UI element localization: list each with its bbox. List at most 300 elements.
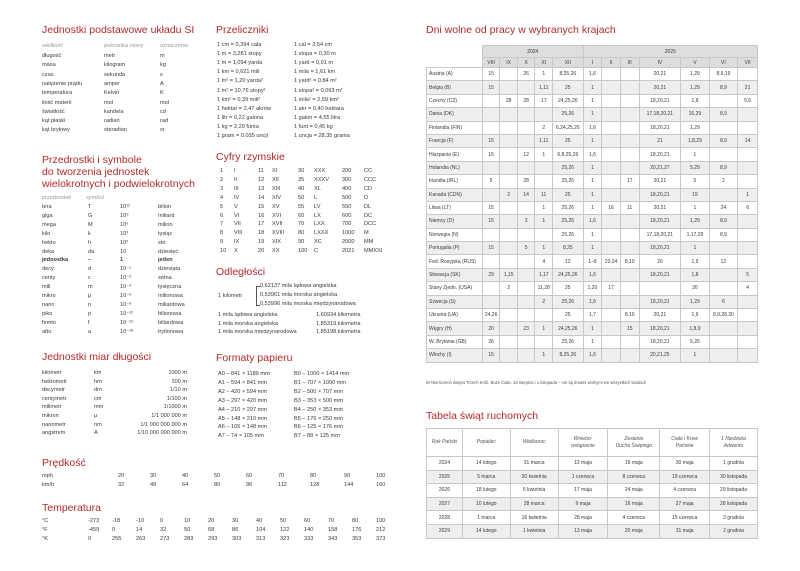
holidays-cell: 23,24 [602,255,621,268]
roman-table-cell: 500 [342,194,352,201]
roman-table-cell: 60 [298,212,305,219]
holidays-cell [517,228,535,241]
speed-table-cell: 144 [344,482,354,488]
holidays-cell: 26 [681,282,710,295]
temp-table-cell: 0 [112,527,116,534]
holidays-cell [602,108,621,121]
holidays-cell: 15 [482,148,500,161]
holidays-cell [602,175,621,188]
prefix-table-cell: nano [42,301,55,308]
distances-km-label: 1 kilometr [218,293,243,299]
holidays-cell [738,215,758,228]
holidays-cell [602,335,621,348]
holidays-cell [602,188,621,201]
prefix-table-cell: miliard [158,212,175,219]
holidays-cell [620,215,639,228]
movable-cell: 18 lutego [462,484,510,498]
prefix-table-cell: tysięczna [158,284,182,291]
roman-table-cell: 35 [298,176,305,183]
movable-row [427,511,758,525]
movable-header: Zesłanie Ducha Świętego [608,429,660,457]
movable-cell: 4 czerwca [608,511,660,525]
distances-table-cell: 1,85198 kilometra [316,329,361,336]
holidays-cell: 8,9 [709,228,738,241]
holidays-cell [602,161,621,174]
conv-right-item: 1 funt = 0,45 kg [294,123,333,130]
holidays-cell: 4 [738,282,758,295]
holidays-cell [738,255,758,268]
holidays-row [427,201,758,214]
holidays-cell: 15 [482,349,500,362]
speed-table-cell: 60 [246,473,253,479]
holidays-cell: 1,17 [535,268,553,281]
conv-right-item: 1 cal = 2,54 cm [294,42,333,48]
paper-b-item: B4 – 250 × 353 mm [294,406,343,413]
movable-cell: 16 kwietnia [510,511,558,525]
holidays-cell: 1,6 [583,121,602,134]
holidays-cell: 1 [583,322,602,335]
holidays-cell: 25,26 [552,175,583,188]
holidays-cell: 15 [482,81,500,94]
length-table-cell: cm [94,395,102,402]
holidays-row [427,108,758,121]
conv-left-item: 1 hektar = 2,47 akrów [217,105,271,112]
holidays-month-header: X [517,58,535,68]
movable-cell: 2 grudnia [710,524,758,538]
holidays-cell: 20,21 [639,68,681,81]
prefix-table-cell: bilion [158,204,172,210]
holidays-year-2024: 2024 [482,46,583,58]
roman-table-cell: I [234,168,236,174]
holidays-cell [738,148,758,161]
conv-right-item: 1 stopa = 0,30 m [294,51,336,58]
movable-title: Tabela świąt ruchomych [426,410,539,422]
speed-table-cell: 50 [214,473,221,479]
conv-right-item: 1 yard = 0,91 m [294,60,334,67]
distances-table-cell: 1 mila lądowa angielska [218,312,278,318]
holidays-cell: 14 [738,134,758,147]
holidays-cell: 1 [535,215,553,228]
holidays-cell: 18,20,21 [639,148,681,161]
holidays-cell: 1,6 [583,148,602,161]
movable-row [427,470,758,484]
holidays-cell: 18,20,21 [639,335,681,348]
movable-cell: 9 maja [558,497,608,511]
holidays-cell [602,242,621,255]
roman-table-cell: MMXXI [364,248,383,255]
prefix-table-cell: m [88,284,93,291]
holidays-cell [620,242,639,255]
prefix-table-cell: T [88,204,92,210]
roman-table-cell: 1 [220,168,224,174]
holidays-row [427,161,758,174]
temp-table-cell: 0 [88,536,92,543]
si-table-cell: m [160,53,165,59]
prefix-table-cell: biliardowa [158,319,184,326]
roman-table-cell: II [234,176,238,183]
holidays-cell: 1,8 [681,268,710,281]
roman-table-cell: 13 [258,185,265,192]
holidays-cell: 29 [482,268,500,281]
holidays-country: Francja (F) [427,134,483,147]
holidays-cell: 8,10 [620,309,639,322]
holidays-cell: 3 [517,215,535,228]
si-table-cell: A [160,80,164,87]
roman-table-cell: DC [364,212,373,219]
paper-a-item: A1 – 594 × 841 mm [218,379,267,386]
holidays-cell: 18,20,21 [639,215,681,228]
holidays-row [427,68,758,81]
holidays-month-header: XI [535,58,553,68]
holidays-cell [482,94,500,107]
roman-table-cell: 4 [220,194,224,201]
holidays-cell: 25 [552,188,583,201]
holidays-cell [500,81,518,94]
holidays-cell [500,242,518,255]
movable-row [427,457,758,471]
holidays-cell [517,255,535,268]
length-table-cell: hm [94,378,102,385]
distances-km-items-item: 0,53996 mila morska międzynarodowa [260,301,356,307]
roman-table-cell: 20 [258,248,265,255]
holidays-cell: 21 [639,134,681,147]
holidays-cell [709,94,738,107]
holidays-cell [535,335,553,348]
speed-table-cell: 64 [182,482,189,488]
roman-table-cell: 12 [258,176,265,183]
speed-table-cell: 96 [246,482,253,488]
movable-cell: 19 czerwca [660,470,710,484]
holidays-cell: 21 [738,81,758,94]
holidays-cell: 5 [738,268,758,281]
holidays-cell [602,215,621,228]
roman-table-cell: 9 [220,239,224,246]
movable-cell: 2028 [427,511,463,525]
roman-table-cell: 40 [298,185,305,192]
roman-table-cell: XII [272,176,279,183]
temp-table-cell: 80 [352,518,359,524]
holidays-cell: 24,25,26 [552,94,583,107]
holidays-cell: 1 [583,201,602,214]
holidays-row [427,242,758,255]
roman-table-cell: XL [314,185,321,192]
prefix-table-cell: 10³ [120,230,129,237]
roman-table-cell: 90 [298,239,305,246]
holidays-cell: 26 [517,68,535,81]
speed-table-cell: km/h [42,482,55,488]
roman-table-cell: LXXX [314,230,329,237]
holidays-cell: 11 [620,201,639,214]
holidays-country: Fed. Rosyjska (RUS) [427,255,483,268]
holidays-cell: 1,17,29 [681,228,710,241]
holidays-country: Belgia (B) [427,81,483,94]
speed-table-cell: 32 [118,482,125,488]
movable-cell: 16 maja [608,497,660,511]
holidays-cell [602,134,621,147]
temp-table-cell: 263 [136,536,146,543]
roman-table-cell: 400 [342,185,352,192]
si-table-cell: sr [160,127,165,134]
prefix-table-cell: decy [42,266,54,273]
holidays-cell [620,94,639,107]
holidays-cell: 1,8,9 [681,322,710,335]
holidays-country: Dania (DK) [427,108,483,121]
holidays-cell: 1,29 [681,295,710,308]
holidays-country: Szwecja (S) [427,295,483,308]
holidays-cell [738,295,758,308]
holidays-title: Dni wolne od pracy w wybranych krajach [426,24,616,36]
holidays-cell [709,188,738,201]
temp-table-cell: 176 [352,527,362,534]
holidays-cell [639,282,681,295]
roman-table-cell: 7 [220,221,224,228]
movable-cell: 2029 [427,524,463,538]
si-table-cell: amper [104,80,120,87]
roman-table-cell: D [364,194,369,201]
holidays-cell: 25,26 [552,295,583,308]
prefix-table-cell: milionowa [158,293,183,299]
holidays-cell [500,148,518,161]
holidays-cell: 1 [535,242,553,255]
movable-cell: 4 czerwca [660,484,710,498]
holidays-cell [602,268,621,281]
temp-table-cell: 68 [208,527,215,534]
movable-cell: 1 grudnia [710,457,758,471]
length-table-cell: 1/10 000 000 000 m [137,430,187,437]
prefix-table-cell: M [88,221,93,228]
holidays-country: Niemcy (D) [427,215,483,228]
movable-header: Wniebo- wstąpienie [558,429,608,457]
holidays-country: Norwegia (N) [427,228,483,241]
holidays-cell: 6,24,25,26 [552,121,583,134]
holidays-cell [517,349,535,362]
holidays-cell [738,322,758,335]
prefix-table-cell: a [88,328,92,335]
movable-header: Ciało i Krew Pańskie [660,429,710,457]
holidays-cell [620,295,639,308]
length-table-cell: 1/10 m [169,387,187,394]
holidays-row [427,268,758,281]
roman-table-cell: LX [314,212,321,219]
roman-table-cell: 600 [342,212,352,219]
holidays-cell: 8,25,26 [552,349,583,362]
roman-table-cell: V [234,203,238,210]
length-table-cell: centymetr [42,395,67,402]
holidays-row [427,282,758,295]
paper-a-item: A5 – 148 × 210 mm [218,415,267,422]
prefix-table-cell: giga [42,212,53,219]
holidays-month-header: II [602,58,621,68]
temp-table-cell: 60 [304,518,311,524]
holidays-cell: 1,29 [681,215,710,228]
movable-cell: 28 listopada [710,497,758,511]
holidays-row [427,228,758,241]
holidays-row [427,148,758,161]
temp-table-cell: 333 [304,536,314,543]
roman-table-cell: 18 [258,230,265,237]
holidays-cell: 24,25,26 [552,268,583,281]
movable-cell: 28 maja [558,511,608,525]
movable-cell: 28 marca [510,497,558,511]
holidays-cell: 8,9 [709,161,738,174]
movable-cell: 3 grudnia [710,511,758,525]
roman-table-cell: 16 [258,212,265,219]
holidays-country: W. Brytania (GB) [427,335,483,348]
holidays-row [427,335,758,348]
holidays-cell [500,322,518,335]
holidays-cell: 1 [535,349,553,362]
roman-table-cell: 15 [258,203,265,210]
movable-cell: 24 maja [608,484,660,498]
roman-table-cell: III [234,185,239,192]
length-table-cell: μ [94,413,98,419]
conv-title: Przeliczniki [216,24,269,36]
prefix-table-cell: milion [158,221,173,228]
holidays-cell: 17 [602,282,621,295]
holidays-cell: 1 [681,148,710,161]
holidays-cell [482,295,500,308]
holidays-cell [738,161,758,174]
roman-table-cell: 14 [258,194,265,201]
movable-cell: 2026 [427,484,463,498]
holidays-cell [738,309,758,322]
prefix-table-cell: dziesiąta [158,266,181,273]
si-table-cell: czas [42,71,54,78]
holidays-cell: 1 [681,201,710,214]
length-table-cell: 1000 m [168,370,187,376]
temp-table-cell: 50 [280,518,287,524]
prefix-table-cell: jednostka [42,257,69,264]
holidays-row [427,255,758,268]
prefix-table-cell: 10⁻¹² [120,310,133,317]
holidays-cell: 18,20,21 [639,188,681,201]
holidays-cell: 24,25,26 [552,322,583,335]
holidays-month-header: IV [639,58,681,68]
holidays-year-2025: 2025 [583,46,757,58]
holidays-corner [427,46,483,68]
holidays-row [427,309,758,322]
temp-table-cell: -459 [88,527,100,534]
holidays-cell [620,161,639,174]
holidays-cell: 5,26 [681,335,710,348]
speed-table-cell: 100 [376,473,386,479]
holidays-cell [709,242,738,255]
speed-title: Prędkość [42,457,86,469]
holidays-country: Ukraina (UA) [427,309,483,322]
holidays-cell: 12 [552,255,583,268]
prefix-table-cell: femto [42,319,56,326]
speed-table-cell: 160 [376,482,386,488]
si-table-cell: sekunda [104,71,126,78]
holidays-cell [620,228,639,241]
temp-table-cell: 122 [280,527,290,534]
si-table-cell: kg [160,62,166,69]
holidays-cell: 28 [500,94,518,107]
holidays-cell [709,349,738,362]
speed-table-cell: 128 [310,482,320,488]
holidays-cell [602,322,621,335]
holidays-cell: 1,11 [535,81,553,94]
holidays-month-header: I [583,58,602,68]
holidays-cell [738,242,758,255]
holidays-cell: 16 [602,201,621,214]
temp-table-cell: -10 [136,518,145,524]
holidays-cell: 2 [535,295,553,308]
holidays-country: Węgry (H) [427,322,483,335]
holidays-cell: 1–8 [583,255,602,268]
holidays-country: Austria (A) [427,68,483,81]
roman-table-cell: 19 [258,239,265,246]
holidays-cell: 18,20,21 [639,94,681,107]
holidays-cell [517,335,535,348]
movable-table [426,428,758,539]
roman-table-cell: 8 [220,230,224,237]
roman-table-cell: 550 [342,203,352,210]
holidays-country: Litwa (LT) [427,201,483,214]
temp-table-cell: 104 [256,527,266,534]
holidays-row [427,121,758,134]
holidays-cell [620,349,639,362]
holidays-cell [620,148,639,161]
roman-table-cell: XIV [272,194,282,201]
holidays-cell: 1,8 [681,94,710,107]
roman-table-cell: LV [314,203,321,210]
length-table-cell: hektometr [42,378,67,385]
temp-table-cell: 283 [184,536,194,543]
roman-table-cell: IX [234,239,240,246]
holidays-cell: 17,18,20,21 [639,108,681,121]
roman-title: Cyfry rzymskie [216,151,285,163]
roman-table-cell: 11 [258,168,264,174]
holidays-cell: 20,21,27 [639,161,681,174]
holidays-cell [500,295,518,308]
holidays-row [427,175,758,188]
holidays-row [427,188,758,201]
roman-table-cell: XVIII [272,230,285,237]
holidays-cell: 25 [552,282,583,295]
holidays-cell: 16,29 [681,108,710,121]
length-table-cell: milimetr [42,404,62,411]
holidays-cell: 18,20,21 [639,322,681,335]
roman-table-cell: 80 [298,230,305,237]
holidays-cell: 1,9 [681,255,710,268]
holidays-cell: 23 [517,322,535,335]
holidays-cell [500,175,518,188]
prefix-table-cell: 10² [120,239,129,246]
roman-table-cell: X [234,248,238,255]
holidays-cell: 1 [583,81,602,94]
holidays-cell [602,121,621,134]
si-table-cell: długość [42,53,62,59]
holidays-cell [709,121,738,134]
si-table-cell: mol [104,99,114,106]
holidays-cell: 1,15 [500,268,518,281]
prefix-title: Przedrostki i symbole do tworzenia jednostek wielokrotnych i podwielokrotnych [42,154,195,190]
movable-header: Rok Pański [427,429,463,457]
speed-table-cell: 80 [310,473,317,479]
holidays-cell: 20,21 [639,201,681,214]
movable-cell: 13 maja [558,524,608,538]
prefix-table-cell: μ [88,293,92,299]
movable-cell: 10 lutego [462,497,510,511]
prefix-table-cell: c [88,275,91,282]
holidays-cell [738,175,758,188]
roman-table-cell: 100 [298,248,308,255]
distances-table-cell: 1,60934 kilometra [316,312,361,318]
roman-table-cell: VII [234,221,241,228]
roman-table-cell: XX [272,248,280,255]
roman-table-cell: XI [272,168,278,174]
